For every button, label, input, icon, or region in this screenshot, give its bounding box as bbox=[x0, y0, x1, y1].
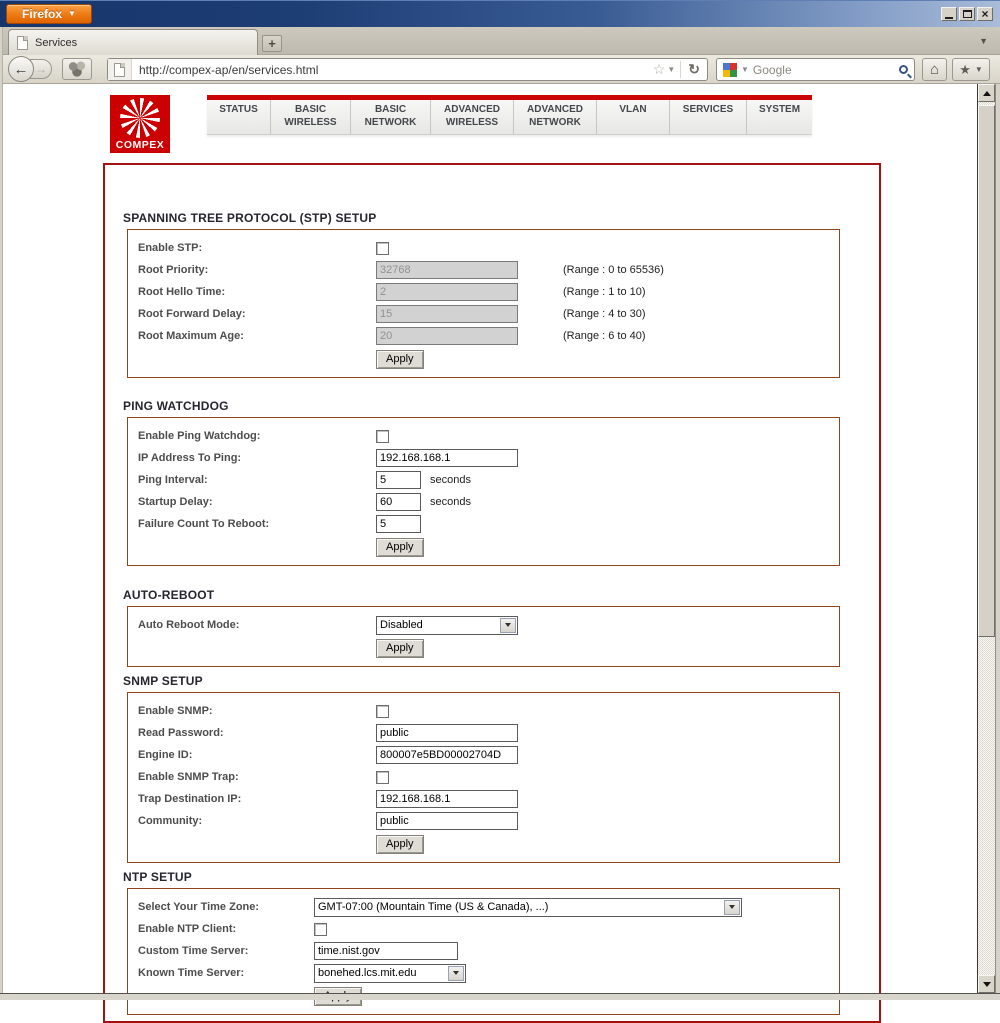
bookmarks-button[interactable] bbox=[952, 58, 990, 81]
failure-count-input[interactable] bbox=[376, 515, 421, 533]
search-icon[interactable] bbox=[899, 65, 908, 74]
field-label: Root Hello Time: bbox=[138, 286, 226, 298]
form-row bbox=[138, 940, 829, 962]
range-note: (Range : 6 to 40) bbox=[563, 330, 646, 342]
compex-logo[interactable] bbox=[110, 95, 170, 153]
field-label: Known Time Server: bbox=[138, 967, 245, 979]
field-label: Trap Destination IP: bbox=[138, 793, 242, 805]
field-label: Root Priority: bbox=[138, 264, 209, 276]
field-label: Auto Reboot Mode: bbox=[138, 619, 240, 631]
form-row bbox=[138, 962, 829, 984]
form-row bbox=[138, 918, 829, 940]
page-viewport bbox=[3, 84, 995, 993]
chevron-down-icon[interactable]: ▼ bbox=[667, 65, 676, 74]
form-row bbox=[138, 744, 829, 766]
page-icon bbox=[114, 63, 125, 77]
ping-watchdog-section bbox=[127, 417, 840, 566]
star-icon: ★ bbox=[959, 61, 971, 77]
ping-watchdog-heading: PING WATCHDOG bbox=[123, 399, 229, 413]
stp-section bbox=[127, 229, 840, 378]
root-priority-input[interactable] bbox=[376, 261, 518, 279]
auto-reboot-section bbox=[127, 606, 840, 667]
form-row bbox=[138, 259, 829, 281]
field-label: IP Address To Ping: bbox=[138, 452, 242, 464]
maximize-button[interactable] bbox=[959, 7, 975, 21]
bookmark-star-icon[interactable]: ☆ bbox=[652, 61, 666, 77]
form-row bbox=[138, 535, 829, 559]
read-password-input[interactable] bbox=[376, 724, 518, 742]
field-label: Read Password: bbox=[138, 727, 224, 739]
startup-delay-input[interactable] bbox=[376, 493, 421, 511]
vertical-scrollbar[interactable] bbox=[977, 84, 995, 993]
circles-icon bbox=[65, 61, 89, 77]
navigation-toolbar bbox=[0, 55, 1000, 84]
trap-destination-ip-input[interactable] bbox=[376, 790, 518, 808]
url-bar[interactable] bbox=[107, 58, 708, 81]
community-input[interactable] bbox=[376, 812, 518, 830]
field-label: Enable STP: bbox=[138, 242, 203, 254]
scroll-down-button[interactable] bbox=[978, 975, 995, 993]
form-row bbox=[138, 810, 829, 832]
field-label: Custom Time Server: bbox=[138, 945, 249, 957]
content-frame bbox=[103, 163, 881, 1023]
pinwheel-icon bbox=[120, 98, 160, 138]
ntp-heading: NTP SETUP bbox=[123, 870, 192, 884]
custom-time-server-input[interactable] bbox=[314, 942, 458, 960]
form-row bbox=[138, 281, 829, 303]
enable-snmp-checkbox[interactable] bbox=[376, 705, 389, 718]
stp-heading: SPANNING TREE PROTOCOL (STP) SETUP bbox=[123, 211, 377, 225]
window-border-bottom bbox=[0, 993, 1000, 1000]
field-label: Root Maximum Age: bbox=[138, 330, 244, 342]
unit-label: seconds bbox=[430, 496, 471, 508]
form-row bbox=[138, 347, 829, 371]
tab-title: Services bbox=[35, 36, 78, 49]
maximize-icon bbox=[963, 10, 972, 18]
form-row bbox=[138, 788, 829, 810]
site-navigation bbox=[207, 95, 812, 135]
root-maximum-age-input[interactable] bbox=[376, 327, 518, 345]
form-row bbox=[138, 700, 829, 722]
nav-tab-system[interactable]: SYSTEM bbox=[758, 104, 801, 115]
nav-tab-basic-wireless[interactable]: BASIC WIRELESS bbox=[271, 100, 351, 134]
minimize-button[interactable] bbox=[941, 7, 957, 21]
form-row bbox=[138, 425, 829, 447]
selected-option: GMT-07:00 (Mountain Time (US & Canada), ...) bbox=[318, 901, 549, 913]
logo-text: COMPEX bbox=[115, 139, 165, 151]
timezone-select[interactable] bbox=[314, 898, 742, 917]
search-input[interactable]: Google bbox=[752, 62, 792, 77]
close-icon: × bbox=[981, 6, 989, 21]
ip-address-to-ping-input[interactable] bbox=[376, 449, 518, 467]
nav-tab-advanced-wireless[interactable]: ADVANCED WIRELESS bbox=[431, 100, 514, 134]
url-input[interactable]: http://compex-ap/en/services.html bbox=[139, 62, 319, 77]
firefox-menu-button[interactable] bbox=[6, 4, 92, 24]
form-row bbox=[138, 636, 829, 660]
window-controls bbox=[941, 7, 993, 21]
forward-button[interactable]: → bbox=[30, 59, 52, 79]
range-note: (Range : 1 to 10) bbox=[563, 286, 646, 298]
form-row bbox=[138, 896, 829, 918]
firefox-button-label: Firefox bbox=[22, 7, 63, 21]
chevron-down-icon: ▼ bbox=[68, 9, 76, 18]
form-row bbox=[138, 447, 829, 469]
form-row bbox=[138, 766, 829, 788]
minimize-icon bbox=[945, 17, 953, 19]
home-button[interactable]: ⌂ bbox=[922, 58, 947, 81]
scroll-up-button[interactable] bbox=[978, 84, 995, 102]
root-forward-delay-input[interactable] bbox=[376, 305, 518, 323]
form-row bbox=[138, 303, 829, 325]
form-row bbox=[138, 722, 829, 744]
chevron-down-icon: ▼ bbox=[974, 65, 983, 74]
list-all-tabs-button[interactable]: ▼ bbox=[979, 36, 988, 46]
window-border-right bbox=[995, 84, 1000, 1000]
nav-tab-services[interactable]: SERVICES bbox=[670, 100, 747, 134]
chevron-down-icon bbox=[448, 966, 464, 981]
field-label: Root Forward Delay: bbox=[138, 308, 246, 320]
field-label: Select Your Time Zone: bbox=[138, 901, 260, 913]
enable-snmp-trap-checkbox[interactable] bbox=[376, 771, 389, 784]
sites-button[interactable] bbox=[62, 58, 92, 80]
selected-option: Disabled bbox=[380, 619, 423, 631]
site-identity-button[interactable] bbox=[108, 59, 132, 80]
field-label: Enable SNMP Trap: bbox=[138, 771, 239, 783]
unit-label: seconds bbox=[430, 474, 471, 486]
new-tab-button[interactable]: + bbox=[262, 35, 282, 52]
scrollbar-thumb[interactable] bbox=[978, 105, 995, 637]
auto-reboot-heading: AUTO-REBOOT bbox=[123, 588, 215, 602]
form-row bbox=[138, 513, 829, 535]
snmp-heading: SNMP SETUP bbox=[123, 674, 203, 688]
field-label: Ping Interval: bbox=[138, 474, 208, 486]
tab-strip bbox=[0, 27, 1000, 55]
nav-tab-status[interactable]: STATUS bbox=[207, 100, 271, 134]
tab-services[interactable] bbox=[8, 29, 258, 55]
root-hello-time-input[interactable] bbox=[376, 283, 518, 301]
field-label: Engine ID: bbox=[138, 749, 193, 761]
google-logo-icon bbox=[723, 63, 737, 77]
range-note: (Range : 4 to 30) bbox=[563, 308, 646, 320]
apply-button[interactable]: Apply bbox=[376, 835, 424, 854]
auto-reboot-mode-select[interactable] bbox=[376, 616, 518, 635]
reload-button[interactable]: ↻ bbox=[688, 61, 700, 77]
form-row bbox=[138, 325, 829, 347]
window-border-left bbox=[0, 27, 3, 1000]
field-label: Failure Count To Reboot: bbox=[138, 518, 270, 530]
known-time-server-select[interactable] bbox=[314, 964, 466, 983]
field-label: Enable SNMP: bbox=[138, 705, 213, 717]
page-icon bbox=[17, 36, 28, 50]
close-button[interactable] bbox=[977, 7, 993, 21]
field-label: Enable NTP Client: bbox=[138, 923, 237, 935]
field-label: Enable Ping Watchdog: bbox=[138, 430, 261, 442]
engine-id-input[interactable] bbox=[376, 746, 518, 764]
nav-tab-basic-network[interactable]: BASIC NETWORK bbox=[351, 100, 431, 134]
enable-ping-watchdog-checkbox[interactable] bbox=[376, 430, 389, 443]
field-label: Startup Delay: bbox=[138, 496, 213, 508]
form-row bbox=[138, 469, 829, 491]
enable-stp-checkbox[interactable] bbox=[376, 242, 389, 255]
apply-button[interactable]: Apply bbox=[376, 350, 424, 369]
search-bar[interactable] bbox=[716, 58, 915, 81]
form-row bbox=[138, 491, 829, 513]
snmp-section bbox=[127, 692, 840, 863]
apply-button[interactable]: Apply bbox=[376, 639, 424, 658]
ping-interval-input[interactable] bbox=[376, 471, 421, 489]
range-note: (Range : 0 to 65536) bbox=[563, 264, 664, 276]
arrow-down-icon bbox=[983, 982, 991, 987]
nav-tab-advanced-network[interactable]: ADVANCED NETWORK bbox=[514, 100, 597, 134]
chevron-down-icon[interactable]: ▼ bbox=[741, 65, 749, 74]
arrow-up-icon bbox=[983, 91, 991, 96]
nav-tab-vlan[interactable]: VLAN bbox=[597, 100, 670, 134]
chevron-down-icon bbox=[724, 900, 740, 915]
title-bar bbox=[0, 0, 1000, 27]
form-row bbox=[138, 614, 829, 636]
selected-option: bonehed.lcs.mit.edu bbox=[318, 967, 417, 979]
chevron-down-icon bbox=[500, 618, 516, 633]
form-row bbox=[138, 237, 829, 259]
enable-ntp-client-checkbox[interactable] bbox=[314, 923, 327, 936]
field-label: Community: bbox=[138, 815, 203, 827]
apply-button[interactable]: Apply bbox=[376, 538, 424, 557]
form-row bbox=[138, 832, 829, 856]
back-button[interactable]: ← bbox=[8, 56, 34, 82]
